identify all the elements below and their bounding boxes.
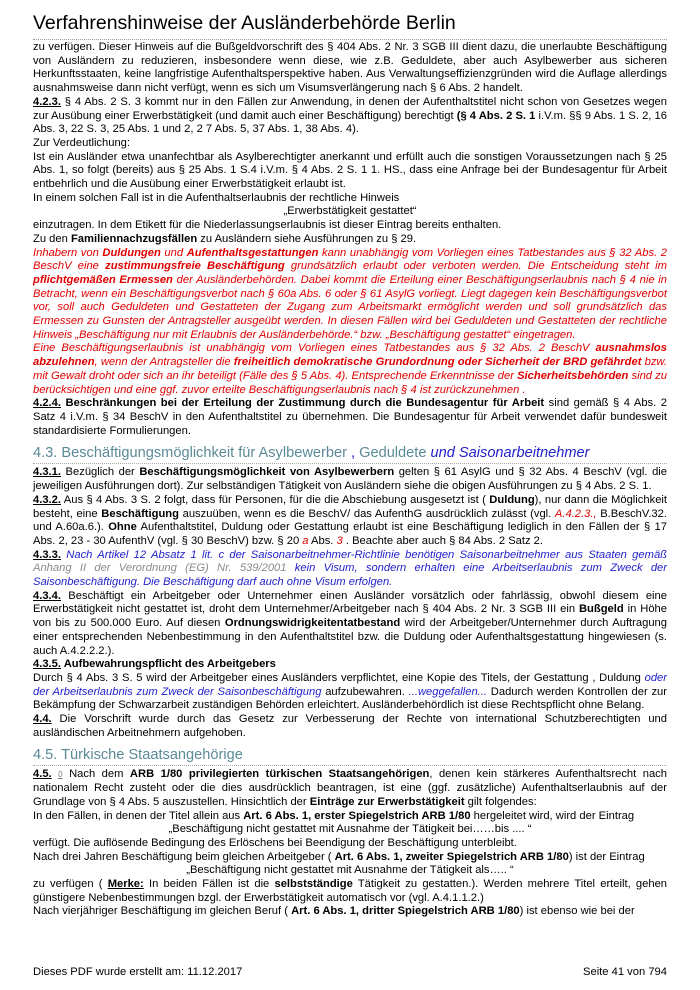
paragraph-4-4: 4.4. Die Vorschrift wurde durch das Gesetz zur Verbesserung der Rechte von international Schutzberechtigten und ausländischen Arbeitnehmern aufgehoben. [33, 713, 667, 739]
paragraph-4-3-4: 4.3.4. Beschäftigt ein Arbeitgeber oder Unternehmer einen Ausländer vorsätzlich oder fahrlässig, obwohl diesem eine Erwerbstätigkeit nicht gestattet ist, droht dem Unternehmer/Arbeitgeber nach § 404 Abs. 2 Nr. 3 SGB III ein Bußgeld in Höhe von bis zu 500.000 Euro. Auf diesen Ordnungswidrigkeitentatbestand wird der Arbeitgeber/Unternehmer durch Auftragung einer entsprechenden Nebenbestimmung in den Aufenthaltstitel bzw. die Duldung oder Aufenthaltsgestattung hingewiesen (s. auch A.4.2.2.2.). [33, 589, 667, 657]
revision-tag: 0 [58, 770, 63, 780]
section-number: 4.5. [33, 768, 52, 781]
footer-created-date: Dieses PDF wurde erstellt am: 11.12.2017 [33, 966, 243, 978]
red-note-paragraph: Inhabern von Duldungen und Aufenthaltsgestattungen kann unabhängig vom Vorliegen eines Tatbestandes aus § 32 Abs. 2 BeschV eine zustimmungsfreie Beschäftigung grundsätzlich erlaubt oder verboten werden. Die Entscheidung steht im pflichtgemäßen Ermessen der Ausländerbehörden. Dabei kommt die Erteilung einer Beschäftigungserlaubnis nach § 4 nie in Betracht, wenn ein Beschäftigungsverbot nach § 60a Abs. 6 oder § 61 AsylG vorliegt. Liegt dagegen kein Beschäftigungsverbot vor, soll auch Geduldeten und Gestatteten der Zugang zum Arbeitsmarkt ermöglicht werden und soll grundsätzlich das Ermessen zu Gunsten der Antragsteller ausgeübt werden. In diesen Fällen wird bei Geduldeten und Gestatteten der rechtliche Hinweis „Beschäftigung nur mit Erlaubnis der Ausländerbehörde.“ bzw. „Beschäftigung gestattet“ eingetragen. [33, 246, 668, 341]
page-footer [33, 965, 667, 979]
section-number: 4.2.4. [33, 397, 61, 410]
section-number: 4.4. [33, 713, 52, 726]
paragraph-4-3-2: 4.3.2. Aus § 4 Abs. 3 S. 2 folgt, dass für Personen, für die die Abschiebung ausgesetzt ist ( Duldung), nur dann die Möglichkeit besteht, eine Beschäftigung auszuüben, wenn es die BeschV/ das AufenthG ausdrücklich zulässt (vgl. A.4.2.3., B.BeschV.32. und A.60a.6.). Ohne Aufenthaltstitel, Duldung oder Gestattung erlaubt ist eine Beschäftigung lediglich in den Fällen der § 17 Abs. 2, 23 - 30 AufenthV (vgl. § 30 BeschV) bzw. § 20 a Abs. 3 . Beachte aber auch § 84 Abs. 2 Satz 2. [33, 493, 668, 547]
page-header: Verfahrenshinweise der Ausländerbehörde Berlin [33, 10, 667, 40]
paragraph-4-3-5: 4.3.5. Aufbewahrungspflicht des Arbeitgebers [33, 658, 276, 671]
paragraph-4-5: 4.5. 0 Nach dem ARB 1/80 privilegierten türkischen Staatsangehörigen, denen kein stärkeres Aufenthaltsrecht nach nationalem Recht zusteht oder die dies ausdrücklich beantragen, ist eine (ggf. zusätzliche) Aufenthaltserlaubnis auf der Grundlage von § 4 Abs. 5 auszustellen. Hinsichtlich der Einträge zur Erwerbstätigkeit gilt folgendes: [33, 768, 667, 808]
section-number: 4.3.2. [33, 493, 61, 506]
paragraph: einzutragen. In dem Etikett für die Niederlassungserlaubnis ist dieser Eintrag bereits enthalten. [33, 219, 502, 232]
page-number: Seite 41 von 794 [583, 966, 667, 978]
regulation-link[interactable]: Anhang II der Verordnung (EG) Nr. 539/2001 [33, 562, 287, 575]
paragraph: Nach vierjähriger Beschäftigung im gleichen Beruf ( Art. 6 Abs. 1, dritter Spiegelstrich ARB 1/80) ist ebenso wie bei der [33, 905, 635, 918]
quote-line: „Erwerbstätigkeit gestattet“ [283, 205, 417, 218]
paragraph: Zur Verdeutlichung: [33, 136, 131, 149]
document-body [33, 41, 667, 919]
section-number: 4.3.5. [33, 658, 61, 671]
section-number: 4.3.4. [33, 589, 61, 602]
paragraph-4-2-4: 4.2.4. Beschränkungen bei der Erteilung der Zustimmung durch die Bundesagentur für Arbeit sind gemäß § 4 Abs. 2 Satz 4 i.V.m. § 34 BeschV in den Aufenthaltstitel zu übernehmen. Die Bundesagentur für Arbeit verwendet dafür bundesweit standardisierte Formulierungen. [33, 397, 667, 437]
paragraph-4-3-3: 4.3.3. Nach Artikel 12 Absatz 1 lit. c der Saisonarbeitnehmer-Richtlinie benötigen Saisonarbeitnehmer aus Staaten gemäß Anhang II der Verordnung (EG) Nr. 539/2001 kein Visum, sondern erhalten eine Arbeitserlaubnis zum Zweck der Saisonbeschäftigung. Die Beschäftigung darf auch ohne Visum erfolgen. [33, 548, 667, 589]
paragraph: Ist ein Ausländer etwa unanfechtbar als Asylberechtigter anerkannt und erfüllt auch die sonstigen Voraussetzungen nach § 25 Abs. 1, so folgt (bereits) aus § 25 Abs. 1 S.4 i.V.m. § 4 Abs. 2 S. 1 1. HS., dass eine Anfrage bei der Bundesagentur für Arbeit entbehrlich und die Ausübung einer Erwerbstätigkeit erlaubt ist. [33, 150, 667, 191]
paragraph-4-2-3: 4.2.3. § 4 Abs. 2 S. 3 kommt nur in den Fällen zur Anwendung, in denen der Aufenthaltstitel nicht schon von Gesetzes wegen zur Ausübung einer Erwerbstätigkeit (und damit auch einer Beschäftigung) berechtigt (§ 4 Abs. 2 S. 1 i.V.m. §§ 9 Abs. 1 S. 2, 16 Abs. 3, 22 S. 3, 25 Abs. 1 und 2, 2 7 Abs. 5, 37 Abs. 1, 38 Abs. 4). [33, 95, 667, 136]
paragraph: In einem solchen Fall ist in die Aufenthaltserlaubnis der rechtliche Hinweis [33, 191, 400, 204]
paragraph: Durch § 4 Abs. 3 S. 5 wird der Arbeitgeber eines Ausländers verpflichtet, eine Kopie des Titels, der Gestattung , Duldung oder der Arbeitserlaubnis zum Zweck der Saisonbeschäftigung aufzubewahren. ...weggefallen... Dadurch werden Kontrollen der zur Bekämpfung der Schwarzarbeit zuständigen Behörden erleichtert. Ausländerbehördlich ist diese Rechtspflicht ohne Belang. [33, 671, 668, 712]
section-heading-4-5: 4.5. Türkische Staatsangehörige [33, 746, 667, 766]
quote-line: „Beschäftigung nicht gestattet mit Ausnahme der Tätigkeit bei……bis .... “ [168, 823, 532, 836]
section-heading-4-3: 4.3. Beschäftigungsmöglichkeit für Asylbewerber , Geduldete und Saisonarbeitnehmer [33, 444, 667, 464]
paragraph: Nach drei Jahren Beschäftigung beim gleichen Arbeitgeber ( Art. 6 Abs. 1, zweiter Spiegelstrich ARB 1/80) ist der Eintrag [33, 850, 645, 863]
section-number: 4.3.1. [33, 466, 61, 479]
cross-reference-link[interactable]: A.4.2.3., [554, 507, 597, 520]
quote-line: „Beschäftigung nicht gestattet mit Ausnahme der Tätigkeit als….. “ [186, 864, 514, 877]
paragraph: verfügt. Die auflösende Bedingung des Erlöschens bei Beendigung der Beschäftigung unterbleibt. [33, 836, 517, 849]
paragraph: In den Fällen, in denen der Titel allein aus Art. 6 Abs. 1, erster Spiegelstrich ARB 1/80 hergeleitet wird, wird der Eintrag [33, 809, 635, 822]
section-number: 4.2.3. [33, 95, 61, 108]
red-note-paragraph: Eine Beschäftigungserlaubnis ist unabhängig vom Vorliegen eines Tatbestandes aus § 32 Abs. 2 BeschV ausnahmslos abzulehnen, wenn der Antragsteller die freiheitlich demokratische Grundordnung oder Sicherheit der BRD gefährdet bzw. mit Gewalt droht oder sich an ihr beteiligt (Fälle des § 5 Abs. 4). Entsprechende Erkenntnisse der Sicherheitsbehörden sind zu berücksichtigen und eine ggf. zuvor erteilte Beschäftigungserlaubnis nach § 4 ist zurückzunehmen . [33, 342, 667, 396]
section-number: 4.3.3. [33, 548, 61, 561]
paragraph: zu verfügen. Dieser Hinweis auf die Bußgeldvorschrift des § 404 Abs. 2 Nr. 3 SGB III dient dazu, die unerlaubte Beschäftigung von Ausländern zu reduzieren, insbesondere wenn diese, wie z.B. Geduldete, aber auch Asylbewerber aus sicheren Herkunftsstaaten, keine langfristige Aufenthaltsperspektive haben. Aus Verwaltungseffizienzgründen wird die Auflage allerdings ausnahmsweise dann nicht verfügt, wenn es sich um Visumsverlängerung nach § 6 Abs. 2 handelt. [33, 41, 667, 95]
paragraph-4-3-1: 4.3.1. Bezüglich der Beschäftigungsmöglichkeit von Asylbewerbern gelten § 61 AsylG und § 32 Abs. 4 BeschV (vgl. die jeweiligen Ausführungen dort). Zur selbständigen Tätigkeit von Ausländern siehe die obigen Ausführungen zu § 4 Abs. 2 S. 1. [33, 466, 667, 493]
paragraph: zu verfügen ( Merke: In beiden Fällen ist die selbstständige Tätigkeit zu gestatten.). Werden mehrere Titel erteilt, gehen günstigere Nebenbestimmungen bzgl. der Erwerbstätigkeit automatisch vor (vgl. A.4.1.1.2.) [33, 878, 668, 904]
paragraph: Zu den Familiennachzugsfällen zu Ausländern siehe Ausführungen zu § 29. [33, 232, 417, 245]
